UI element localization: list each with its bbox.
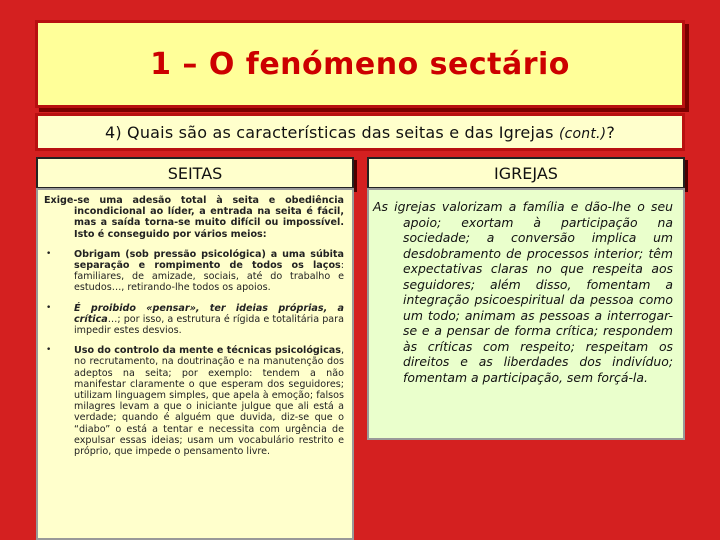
seitas-intro-text: Exige-se uma adesão total à seita e obediência incondicional ao líder, a entrada na seita é fácil, mas a saída torna-se muito difícil ou impossível. Isto é conseguido por vários meios:	[44, 195, 344, 240]
igrejas-header: IGREJAS	[367, 157, 685, 189]
question-box	[35, 113, 685, 151]
igrejas-text: As igrejas valorizam a família e dão-lhe o seu apoio; exortam à participação na sociedade; a conversão implica um desdobramento de processos interior; têm expectativas claras no que respeita aos seguidores; além disso, fomentam a integração psicoespiritual da pessoa como um todo; animam as pessoas a interrogar-se e a pensar de forma crítica; respondem às críticas com respeito; respeitam os direitos e as liberdades dos indivíduo; fomentam a participação, sem forçá-la.	[373, 199, 673, 385]
list-item	[44, 345, 344, 457]
bullet-icon: •	[46, 345, 52, 356]
list-item-text	[74, 249, 344, 294]
list-item-bold: Uso do controlo da mente e técnicas psicológicas	[74, 345, 341, 357]
list-item	[44, 303, 344, 337]
list-item-rest: , no recrutamento, na doutrinação e na manutenção dos adeptos na seita; por exemplo: tendem a não manifestar claramente o que esperam dos seguidores; utilizam linguagem simples, que apela à emoção; falsos milagres levam a que o iniciante julgue que ali está a verdade; quando é alguém que duvida, diz-se que o “diabo” o está a tentar e necessita com urgência de expulsar essas ideias; usam um vocabulário restrito e próprio, que impede o pensamento livre.	[74, 345, 344, 458]
list-item-bold: Obrigam (sob pressão psicológica) a uma súbita separação e rompimento de todos os laços	[74, 248, 344, 272]
bullet-icon: •	[46, 248, 52, 259]
slide-title: 1 – O fenómeno sectário	[150, 46, 570, 82]
bullet-icon: •	[46, 302, 52, 313]
question-text	[105, 123, 615, 142]
question-main: 4) Quais são as características das seitas e das Igrejas	[104, 122, 559, 142]
list-item-bold: É proibido «pensar», ter ideias próprias, a crítica	[74, 302, 344, 325]
list-item-rest: : familiares, de amizade, sociais, até do trabalho e estudos…, retirando-lhe todos os apoios.	[74, 260, 344, 294]
igrejas-panel	[367, 188, 685, 440]
seitas-intro	[44, 195, 344, 240]
seitas-panel	[36, 188, 354, 540]
question-cont: (cont.)	[558, 125, 607, 142]
title-box	[35, 20, 685, 108]
list-item	[44, 249, 344, 294]
list-item-rest: …; por isso, a estrutura é rígida e totalitária para impedir estes desvios.	[74, 313, 344, 337]
list-item-text	[74, 345, 344, 457]
list-item-text	[74, 303, 344, 337]
question-end: ?	[606, 122, 616, 142]
seitas-header: SEITAS	[36, 157, 354, 189]
